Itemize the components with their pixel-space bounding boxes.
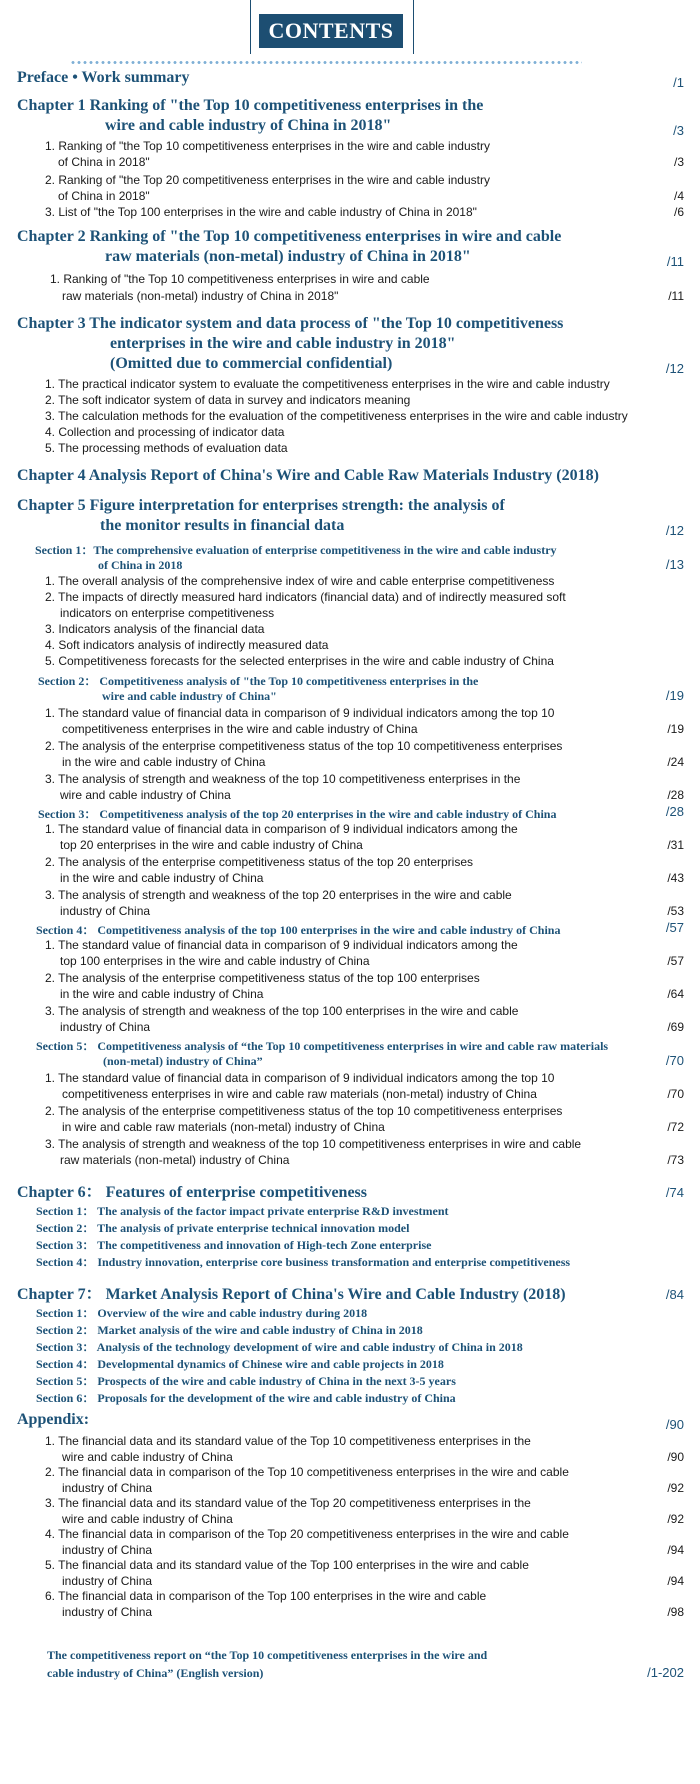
toc-item: 4. Collection and processing of indicator data <box>45 425 285 439</box>
page-number: /1-202 <box>647 1665 684 1680</box>
toc-item: 1. The practical indicator system to evaluate the competitiveness enterprises in the wire and cable industry <box>45 377 610 391</box>
toc-item: 1. The overall analysis of the comprehensive index of wire and cable enterprise competitiveness <box>45 574 555 588</box>
toc-item: 3. The calculation methods for the evaluation of the competitiveness enterprises in the wire and cable industry <box>45 409 628 423</box>
chapter-heading: (Omitted due to commercial confidential) <box>110 355 393 372</box>
toc-item: 2. The impacts of directly measured hard indicators (financial data) and of indirectly measured soft <box>45 590 566 604</box>
page-number: /69 <box>667 1020 684 1034</box>
chapter-heading: Preface • Work summary <box>17 69 190 86</box>
chapter-heading: Appendix: <box>17 1411 90 1428</box>
toc-item: 1. Ranking of "the Top 10 competitiveness enterprises in wire and cable <box>50 272 430 286</box>
toc-item: top 20 enterprises in the wire and cable industry of China <box>60 838 363 852</box>
page-number: /12 <box>665 523 684 538</box>
page-number: /74 <box>665 1185 684 1200</box>
toc-item: 3. The financial data and its standard value of the Top 20 competitiveness enterprises in the <box>45 1496 531 1510</box>
page-number: /73 <box>667 1153 684 1167</box>
toc-item: industry of China <box>62 1574 153 1588</box>
section-heading: The competitiveness report on “the Top 10 competitiveness enterprises in the wire and <box>47 1648 488 1662</box>
page-number: /4 <box>673 189 684 203</box>
toc-item: 4. Soft indicators analysis of indirectly measured data <box>45 638 329 652</box>
toc-item: wire and cable industry of China <box>62 1512 233 1526</box>
toc-item: 1. The standard value of financial data in comparison of 9 individual indicators among the top 10 <box>45 1071 555 1085</box>
toc-item: 3. The analysis of strength and weakness of the top 10 competitiveness enterprises in wire and cable <box>45 1137 582 1151</box>
page-number: /98 <box>667 1605 684 1619</box>
section-heading: Section 3： The competitiveness and innovation of High-tech Zone enterprise <box>36 1238 432 1252</box>
chapter-heading: Chapter 6： Features of enterprise competitiveness <box>17 1184 368 1201</box>
section-heading: Section 2： Competitiveness analysis of "the Top 10 competitiveness enterprises in the <box>38 674 479 688</box>
toc-item: 1. The standard value of financial data in comparison of 9 individual indicators among the <box>45 822 518 836</box>
page-number: /90 <box>667 1450 684 1464</box>
toc-item: industry of China <box>62 1605 153 1619</box>
section-heading: (non-metal) industry of China” <box>103 1054 263 1068</box>
toc-item: indicators on enterprise competitiveness <box>60 606 275 620</box>
page-number: /12 <box>665 361 684 376</box>
toc-item: competitiveness enterprises in the wire and cable industry of China <box>62 722 418 736</box>
chapter-heading: Chapter 4 Analysis Report of China's Wire and Cable Raw Materials Industry (2018) <box>17 467 599 484</box>
page-number: /64 <box>667 987 684 1001</box>
toc-item: of China in 2018" <box>58 189 150 203</box>
page-number: /6 <box>673 205 684 219</box>
chapter-heading: the monitor results in financial data <box>100 517 345 534</box>
toc-item: 6. The financial data in comparison of the Top 100 enterprises in the wire and cable <box>45 1589 487 1603</box>
section-heading: Section 4： Developmental dynamics of Chinese wire and cable projects in 2018 <box>36 1357 444 1371</box>
toc-item: industry of China <box>60 904 151 918</box>
chapter-heading: Chapter 1 Ranking of "the Top 10 competitiveness enterprises in the <box>17 97 484 114</box>
toc-item: 2. The analysis of the enterprise competitiveness status of the top 20 enterprises <box>45 855 474 869</box>
page-number: /57 <box>665 920 684 935</box>
section-heading: Section 2： The analysis of private enterprise technical innovation model <box>36 1221 410 1235</box>
page-number: /70 <box>665 1053 684 1068</box>
page-number: /43 <box>667 871 684 885</box>
section-heading: Section 2： Market analysis of the wire and cable industry of China in 2018 <box>36 1323 423 1337</box>
page-number: /57 <box>667 954 684 968</box>
toc-item: 5. The processing methods of evaluation data <box>45 441 288 455</box>
chapter-heading: Chapter 5 Figure interpretation for enterprises strength: the analysis of <box>17 497 505 514</box>
toc-item: in the wire and cable industry of China <box>60 871 264 885</box>
chapter-heading: Chapter 3 The indicator system and data process of "the Top 10 competitiveness <box>17 315 564 332</box>
toc-item: wire and cable industry of China <box>60 788 231 802</box>
toc-item: raw materials (non-metal) industry of China <box>60 1153 290 1167</box>
page-number: /72 <box>667 1120 684 1134</box>
section-heading: Section 1： Overview of the wire and cable industry during 2018 <box>36 1306 368 1320</box>
page-number: /13 <box>665 557 684 572</box>
toc-item: 4. The financial data in comparison of the Top 20 competitiveness enterprises in the wire and cable <box>45 1527 569 1541</box>
toc-item: 2. The soft indicator system of data in survey and indicators meaning <box>45 393 411 407</box>
page-number: /90 <box>665 1417 684 1432</box>
section-heading: cable industry of China” (English version) <box>47 1666 264 1680</box>
toc-item: of China in 2018" <box>58 155 150 169</box>
page-number: /11 <box>666 254 684 269</box>
page-number: /92 <box>667 1481 684 1495</box>
toc-item: in wire and cable raw materials (non-metal) industry of China <box>62 1120 385 1134</box>
toc-item: 1. Ranking of "the Top 10 competitiveness enterprises in the wire and cable industry <box>45 139 490 153</box>
page-number: /28 <box>665 804 684 819</box>
section-heading: Section 1： The analysis of the factor impact private enterprise R&D investment <box>36 1204 449 1218</box>
page-number: /19 <box>665 688 684 703</box>
toc-item: 1. The standard value of financial data in comparison of 9 individual indicators among the top 10 <box>45 706 555 720</box>
section-heading: Section 5： Prospects of the wire and cable industry of China in the next 3-5 years <box>36 1374 456 1388</box>
chapter-heading: enterprises in the wire and cable industry in 2018" <box>110 335 456 352</box>
toc-item: 3. List of "the Top 100 enterprises in the wire and cable industry of China in 2018" <box>45 205 477 219</box>
toc-item: 1. The standard value of financial data in comparison of 9 individual indicators among the <box>45 938 518 952</box>
toc-item: 2. The analysis of the enterprise competitiveness status of the top 10 competitiveness enterprises <box>45 1104 563 1118</box>
toc-item: 2. Ranking of "the Top 20 competitiveness enterprises in the wire and cable industry <box>45 173 490 187</box>
page-number: /53 <box>667 904 684 918</box>
toc-item: 2. The analysis of the enterprise competitiveness status of the top 100 enterprises <box>45 971 480 985</box>
page-number: /24 <box>667 755 684 769</box>
page-number: /94 <box>667 1543 684 1557</box>
toc-item: industry of China <box>62 1543 153 1557</box>
contents-banner: CONTENTS <box>259 14 403 48</box>
page-number: /84 <box>665 1287 684 1302</box>
toc-item: raw materials (non-metal) industry of China in 2018" <box>62 289 339 303</box>
toc-item: 3. Indicators analysis of the financial data <box>45 622 265 636</box>
toc-item: top 100 enterprises in the wire and cable industry of China <box>60 954 370 968</box>
toc-item: wire and cable industry of China <box>62 1450 233 1464</box>
toc-item: 1. The financial data and its standard value of the Top 10 competitiveness enterprises in the <box>45 1434 531 1448</box>
page-number: /19 <box>667 722 684 736</box>
section-heading: Section 1：The comprehensive evaluation of enterprise competitiveness in the wire and cable industry <box>35 543 557 557</box>
toc-item: 5. Competitiveness forecasts for the selected enterprises in the wire and cable industry of China <box>45 654 554 668</box>
toc-item: 3. The analysis of strength and weakness of the top 100 enterprises in the wire and cable <box>45 1004 519 1018</box>
page-number: /70 <box>667 1087 684 1101</box>
section-heading: Section 6： Proposals for the development of the wire and cable industry of China <box>36 1391 456 1405</box>
toc-item: in the wire and cable industry of China <box>62 755 266 769</box>
section-heading: Section 5： Competitiveness analysis of “the Top 10 competitiveness enterprises in wire and cable raw materials <box>36 1039 609 1053</box>
section-heading: wire and cable industry of China" <box>102 689 277 703</box>
chapter-heading: Chapter 7： Market Analysis Report of China's Wire and Cable Industry (2018) <box>17 1286 566 1303</box>
page-number: /92 <box>667 1512 684 1526</box>
section-heading: of China in 2018 <box>98 558 183 572</box>
toc-item: 3. The analysis of strength and weakness of the top 10 competitiveness enterprises in the <box>45 772 521 786</box>
toc-item: 2. The financial data in comparison of the Top 10 competitiveness enterprises in the wire and cable <box>45 1465 569 1479</box>
page-number: /11 <box>668 289 684 303</box>
section-heading: Section 4： Industry innovation, enterprise core business transformation and enterprise competitiveness <box>36 1255 571 1269</box>
toc-item: 2. The analysis of the enterprise competitiveness status of the top 10 competitiveness enterprises <box>45 739 563 753</box>
page-number: /3 <box>673 155 684 169</box>
page-number: /1 <box>673 75 684 90</box>
toc-item: industry of China <box>62 1481 153 1495</box>
toc-item: industry of China <box>60 1020 151 1034</box>
toc-item: in the wire and cable industry of China <box>60 987 264 1001</box>
toc-item: 5. The financial data and its standard value of the Top 100 enterprises in the wire and cable <box>45 1558 529 1572</box>
page-number: /3 <box>673 123 684 138</box>
page-number: /94 <box>667 1574 684 1588</box>
toc-item: 3. The analysis of strength and weakness of the top 20 enterprises in the wire and cable <box>45 888 512 902</box>
section-heading: Section 4： Competitiveness analysis of the top 100 enterprises in the wire and cable industry of China <box>36 923 561 937</box>
chapter-heading: Chapter 2 Ranking of "the Top 10 competitiveness enterprises in wire and cable <box>17 228 562 245</box>
chapter-heading: raw materials (non-metal) industry of China in 2018" <box>105 248 471 265</box>
section-heading: Section 3： Analysis of the technology development of wire and cable industry of China in 2018 <box>36 1340 523 1354</box>
section-heading: Section 3： Competitiveness analysis of the top 20 enterprises in the wire and cable industry of China <box>38 807 557 821</box>
page-number: /31 <box>667 838 684 852</box>
toc-item: competitiveness enterprises in wire and cable raw materials (non-metal) industry of China <box>62 1087 537 1101</box>
page-number: /28 <box>667 788 684 802</box>
chapter-heading: wire and cable industry of China in 2018" <box>105 117 392 134</box>
